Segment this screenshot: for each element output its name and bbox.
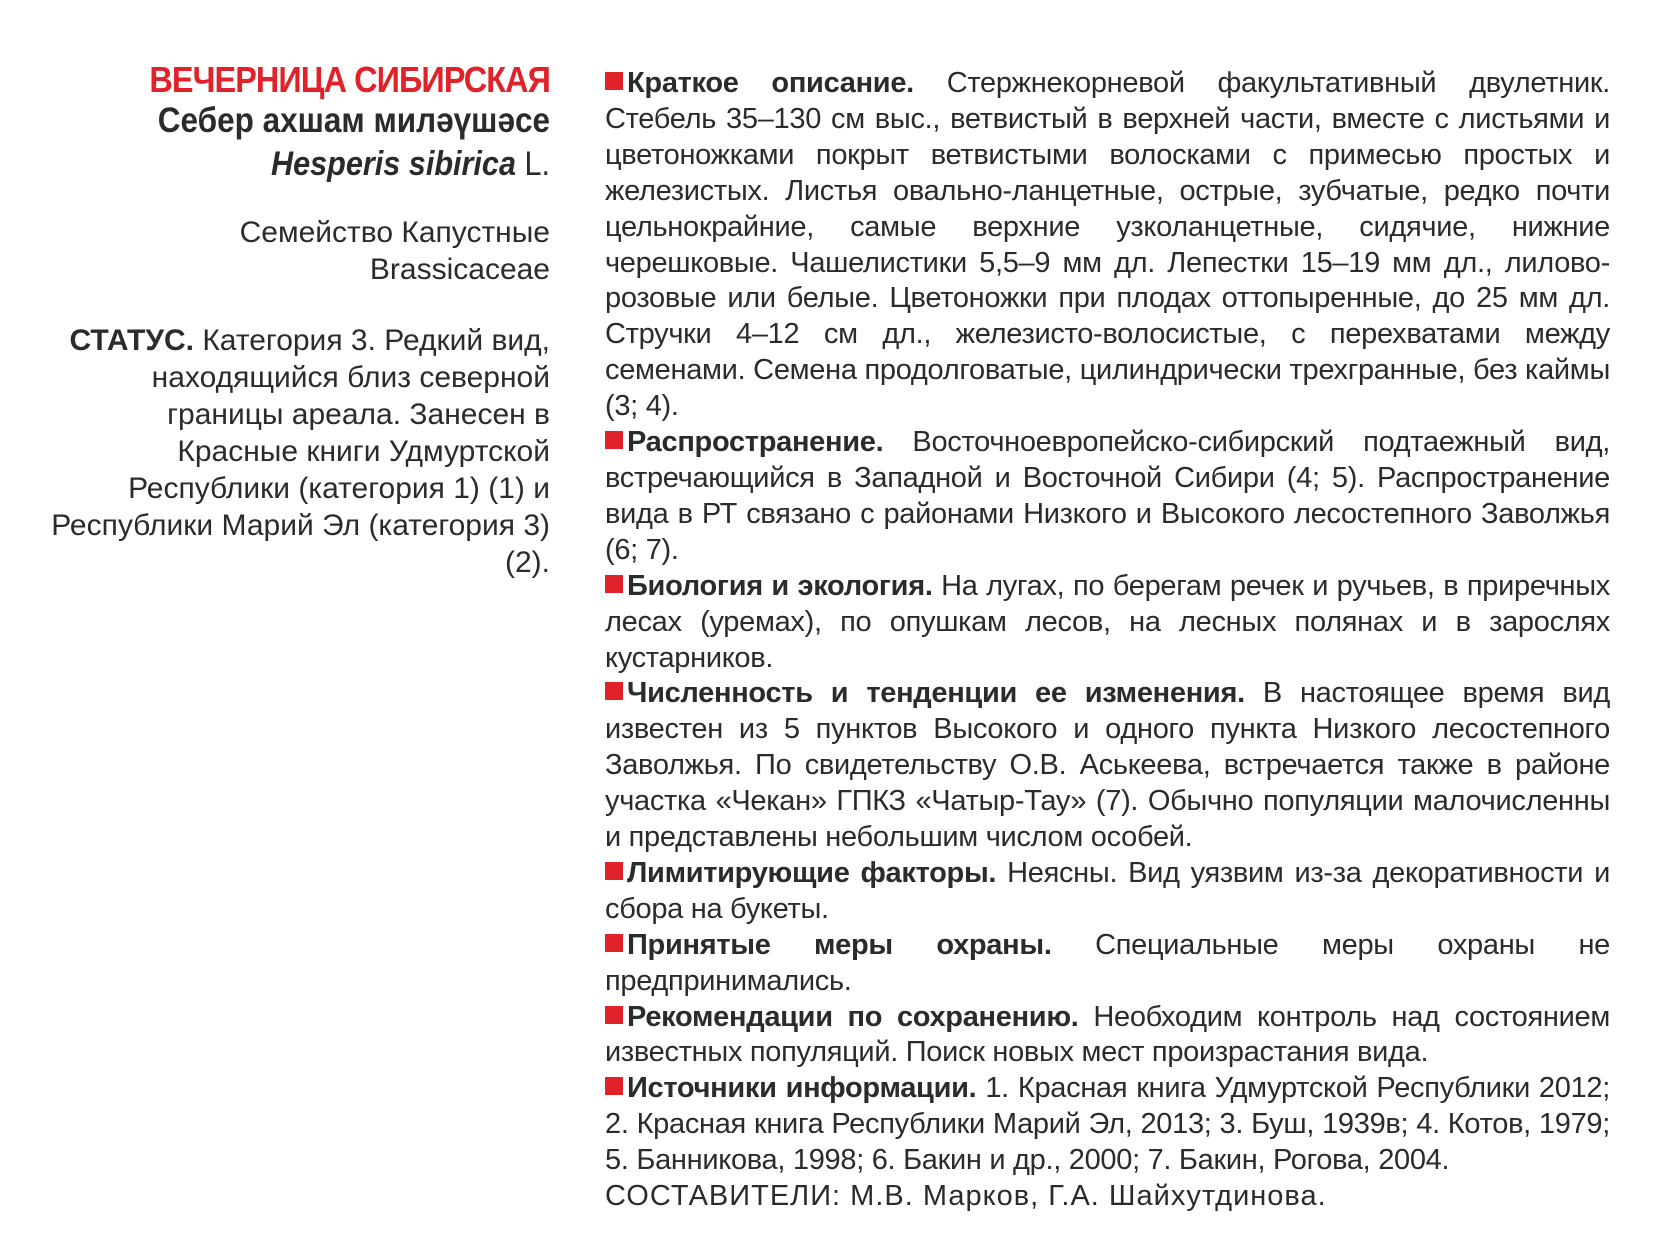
- family-latin: Brassicaceae: [369, 253, 550, 286]
- section-heading: Численность и тенденции ее изменения.: [627, 677, 1245, 710]
- family-russian: Семейство Капустные: [239, 216, 550, 249]
- section-text: Восточноевропейско-сибирский подтаежный вид, встречающийся в Западной и Восточной Сибири (4; 5). Распространение вида в РТ связано с районами Низкого и Высокого лесостепного Заволжья (6; 7).: [605, 426, 1610, 566]
- section-protection-measures: [605, 928, 1610, 1000]
- species-title: ВЕЧЕРНИЦА СИБИРСКАЯ: [149, 59, 550, 100]
- section-heading: Принятые меры охраны.: [627, 928, 1052, 961]
- red-square-icon: [605, 862, 623, 880]
- section-heading: Рекомендации по сохранению.: [627, 1000, 1079, 1033]
- section-population: [605, 676, 1610, 856]
- red-square-icon: [605, 1077, 623, 1095]
- section-description: [605, 66, 1610, 425]
- red-square-icon: [605, 431, 623, 449]
- section-text: Неясны. Вид уязвим из-за декоративности и сбора на букеты.: [605, 856, 1610, 925]
- section-distribution: [605, 425, 1610, 569]
- latin-binomial: Hesperis sibirica: [271, 145, 516, 183]
- section-heading: Краткое описание.: [627, 67, 914, 99]
- red-square-icon: [605, 682, 623, 700]
- red-square-icon: [605, 934, 623, 952]
- section-heading: Лимитирующие факторы.: [627, 856, 997, 889]
- section-heading: Биология и экология.: [627, 569, 933, 602]
- status-text: Категория 3. Редкий вид, находящийся близ северной границы ареала. Занесен в Красные книги Удмуртской Республики (категория 1) (1) и Республики Марий Эл (категория 3) (2).: [51, 324, 550, 579]
- section-biology-ecology: [605, 569, 1610, 677]
- section-text: Специальные меры охраны не предпринимались.: [605, 928, 1610, 997]
- species-description: [605, 66, 1610, 1215]
- status-label: СТАТУС.: [69, 324, 194, 357]
- red-square-icon: [605, 72, 623, 90]
- section-limiting-factors: [605, 856, 1610, 928]
- section-heading: Распространение.: [627, 426, 884, 459]
- tatar-name: Себер ахшам миләүшәсе: [157, 101, 550, 140]
- red-square-icon: [605, 575, 623, 593]
- section-text: На лугах, по берегам речек и ручьев, в приречных лесах (уремах), по опушкам лесов, на лесных полянах и в зарослях кустарников.: [605, 569, 1610, 674]
- section-sources: [605, 1071, 1610, 1179]
- latin-author: L.: [515, 145, 550, 183]
- red-square-icon: [605, 1006, 623, 1024]
- compilers: СОСТАВИТЕЛИ: М.В. Марков, Г.А. Шайхутдинова.: [605, 1180, 1327, 1213]
- latin-name: [91, 142, 550, 186]
- section-text: Необходим контроль над состоянием известных популяций. Поиск новых мест произрастания вида.: [605, 1000, 1610, 1069]
- section-text: 1. Красная книга Удмуртской Республики 2012; 2. Красная книга Республики Марий Эл, 2013; 3. Буш, 1939в; 4. Котов, 1979; 5. Банникова, 1998; 6. Бакин и др., 2000; 7. Бакин, Рогова, 2004.: [605, 1072, 1610, 1177]
- section-text: Стержнекорневой факультативный двулетник. Стебель 35–130 см выс., ветвистый в верхней части, вместе с листьями и цветоножками покрыт ветвистыми волосками с примесью простых и железистых. Листья овально-ланцетные, острые, зубчатые, редко почти цельнокрайние, самые верхние узколанцетные, сидячие, нижние черешковые. Чашелистики 5,5–9 мм дл. Лепестки 15–19 мм дл., лилово-розовые или белые. Цветоножки при плодах оттопыренные, до 25 мм дл. Стручки 4–12 см дл., железисто-волосистые, с перехватами между семенами. Семена продолговатые, цилиндрически трехгранные, без каймы (3; 4).: [605, 67, 1610, 423]
- section-text: В настоящее время вид известен из 5 пунктов Высокого и одного пункта Низкого лесостепного Заволжья. По свидетельству О.В. Аськеева, встречается также в районе участка «Чекан» ГПКЗ «Чатыр-Тау» (7). Обычно популяции малочисленны и представлены небольшим числом особей.: [605, 677, 1610, 854]
- species-header: [40, 60, 550, 581]
- section-heading: Источники информации.: [627, 1072, 977, 1105]
- status-block: [40, 322, 550, 581]
- family-block: [40, 214, 550, 288]
- section-recommendations: [605, 1000, 1610, 1072]
